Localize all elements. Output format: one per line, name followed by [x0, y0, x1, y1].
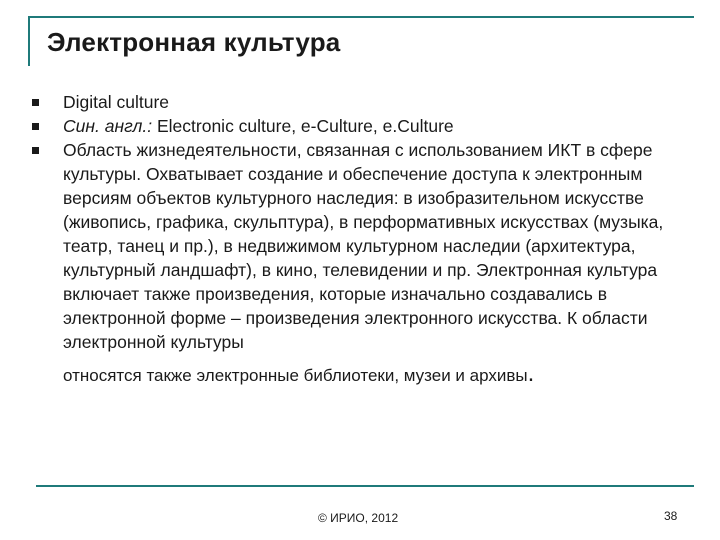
square-bullet-icon	[32, 123, 39, 130]
title-frame-top-rule	[28, 16, 694, 18]
definition-last-line	[63, 362, 672, 388]
square-bullet-icon	[32, 147, 39, 154]
bullet-item-definition	[32, 138, 672, 388]
synonym-values: Electronic culture, e-Culture, e.Culture	[152, 116, 454, 136]
bullet-text: Digital culture	[63, 92, 170, 112]
bullet-text	[63, 114, 672, 138]
bullet-item-digital-culture	[32, 90, 672, 114]
footer-rule	[36, 485, 694, 487]
bullet-list	[32, 90, 672, 388]
footer-copyright: © ИРИО, 2012	[318, 511, 399, 525]
slide-title: Электронная культура	[47, 27, 341, 57]
definition-final-period: .	[527, 360, 535, 387]
definition-last-line-text: относятся также электронные библиотеки, музеи и архивы	[63, 366, 528, 385]
page-number: 38	[664, 509, 678, 523]
bullet-item-synonyms	[32, 114, 672, 138]
title-frame-left-rule	[28, 16, 30, 66]
synonym-label: Син. англ.:	[63, 116, 153, 136]
square-bullet-icon	[32, 99, 39, 106]
definition-paragraph: Область жизнедеятельности, связанная с использованием ИКТ в сфере культуры. Охватывает создание и обеспечение доступа к электронным версиям объектов культурного наследия: в изобразительном искусстве (живопись, графика, скульптура), в перформативных искусствах (музыка, театр, танец и пр.), в недвижимом культурном наследии (архитектура, культурный ландшафт), в кино, телевидении и пр. Электронная культура включает также произведения, которые изначально создавались в электронной форме – произведения электронного искусства. К области электронной культуры	[63, 140, 664, 352]
